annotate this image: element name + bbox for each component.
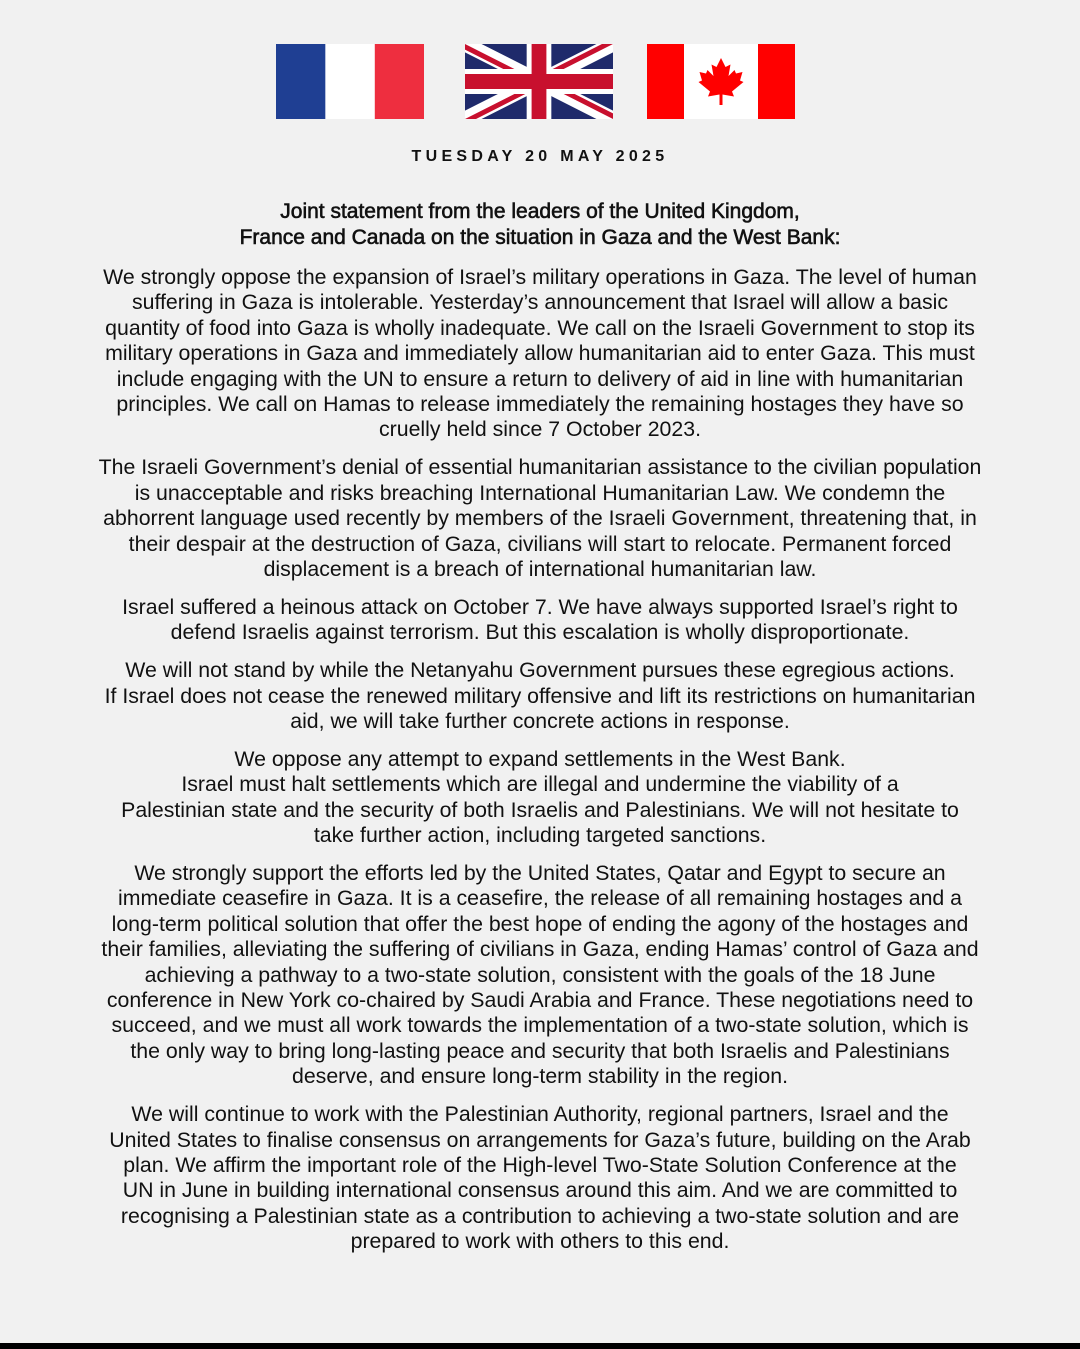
text-line: We will continue to work with the Palestinian Authority, regional partners, Israel and the <box>131 1102 949 1127</box>
text-line: defend Israelis against terrorism. But this escalation is wholly disproportionate. <box>170 620 910 645</box>
text-line: UN in June in building international consensus around this aim. And we are committed to <box>122 1178 958 1203</box>
text-line: We strongly oppose the expansion of Israel’s military operations in Gaza. The level of human <box>103 265 977 289</box>
text-line: Israel suffered a heinous attack on October 7. We have always supported Israel’s right to <box>122 594 958 619</box>
statement-heading <box>0 199 1080 250</box>
text-line: take further action, including targeted sanctions. <box>313 823 767 848</box>
paragraph <box>40 265 1040 443</box>
text-line: abhorrent language used recently by members of the Israeli Government, threatening that, in <box>103 506 977 531</box>
text-line: succeed, and we must all work towards the implementation of a two-state solution, which is <box>111 1013 969 1038</box>
canada-flag-icon <box>647 44 795 119</box>
text-line: the only way to bring long-lasting peace and security that both Israelis and Palestinians <box>130 1038 950 1063</box>
paragraph <box>40 747 1040 849</box>
france-flag-icon <box>276 44 424 119</box>
text-line: long-term political solution that offer the best hope of ending the agony of the hostages and <box>111 911 969 936</box>
text-line: principles. We call on Hamas to release immediately the remaining hostages they have so <box>116 392 964 417</box>
text-line: United States to finalise consensus on arrangements for Gaza’s future, building on the Arab <box>109 1127 971 1152</box>
heading-line: France and Canada on the situation in Gaza and the West Bank: <box>239 225 841 249</box>
paragraph <box>40 1102 1040 1254</box>
text-line: military operations in Gaza and immediately allow humanitarian aid to enter Gaza. This must <box>105 341 975 366</box>
text-line: recognising a Palestinian state as a contribution to achieving a two-state solution and are <box>120 1203 960 1228</box>
text-line: Palestinian state and the security of both Israelis and Palestinians. We will not hesitate to <box>121 797 959 822</box>
text-line: achieving a pathway to a two-state solution, consistent with the goals of the 18 June <box>144 962 936 987</box>
paragraph <box>40 861 1040 1090</box>
text-line: quantity of food into Gaza is wholly inadequate. We call on the Israeli Government to stop its <box>105 315 975 340</box>
text-line: suffering in Gaza is intolerable. Yesterday’s announcement that Israel will allow a basic <box>131 290 949 315</box>
text-line: aid, we will take further concrete actions in response. <box>290 709 790 733</box>
text-line: We will not stand by while the Netanyahu Government pursues these egregious actions. <box>125 658 955 683</box>
text-line: their families, alleviating the suffering of civilians in Gaza, ending Hamas’ control of Gaza and <box>101 937 979 962</box>
text-line: We strongly support the efforts led by the United States, Qatar and Egypt to secure an <box>134 861 946 886</box>
text-line: include engaging with the UN to ensure a return to delivery of aid in line with humanitarian <box>116 366 964 391</box>
text-line: immediate ceasefire in Gaza. It is a ceasefire, the release of all remaining hostages and a <box>117 886 963 911</box>
text-line: cruelly held since 7 October 2023. <box>378 417 701 442</box>
paragraph <box>40 455 1040 582</box>
text-line: is unacceptable and risks breaching International Humanitarian Law. We condemn the <box>134 480 946 505</box>
text-line: Israel must halt settlements which are illegal and undermine the viability of a <box>181 772 899 797</box>
statement-date: TUESDAY 20 MAY 2025 <box>411 148 669 165</box>
heading-line: Joint statement from the leaders of the United Kingdom, <box>280 200 800 223</box>
uk-flag-icon <box>465 44 613 119</box>
text-line: displacement is a breach of international humanitarian law. <box>263 556 817 581</box>
text-line: The Israeli Government’s denial of essential humanitarian assistance to the civilian population <box>98 455 982 480</box>
paragraph <box>40 658 1040 734</box>
text-line: their despair at the destruction of Gaza, civilians will start to relocate. Permanent forced <box>128 531 952 556</box>
text-line: prepared to work with others to this end. <box>350 1229 730 1254</box>
paragraph <box>40 595 1040 646</box>
text-line: If Israel does not cease the renewed military offensive and lift its restrictions on humanitarian <box>104 683 976 708</box>
text-line: We oppose any attempt to expand settlements in the West Bank. <box>234 746 846 771</box>
text-line: deserve, and ensure long-term stability in the region. <box>291 1064 789 1089</box>
bottom-divider <box>0 1343 1080 1349</box>
text-line: conference in New York co-chaired by Saudi Arabia and France. These negotiations need to <box>106 988 974 1013</box>
text-line: plan. We affirm the important role of the High-level Two-State Solution Conference at the <box>123 1153 957 1177</box>
flags-row <box>0 44 1080 119</box>
statement-body <box>40 265 1040 1267</box>
